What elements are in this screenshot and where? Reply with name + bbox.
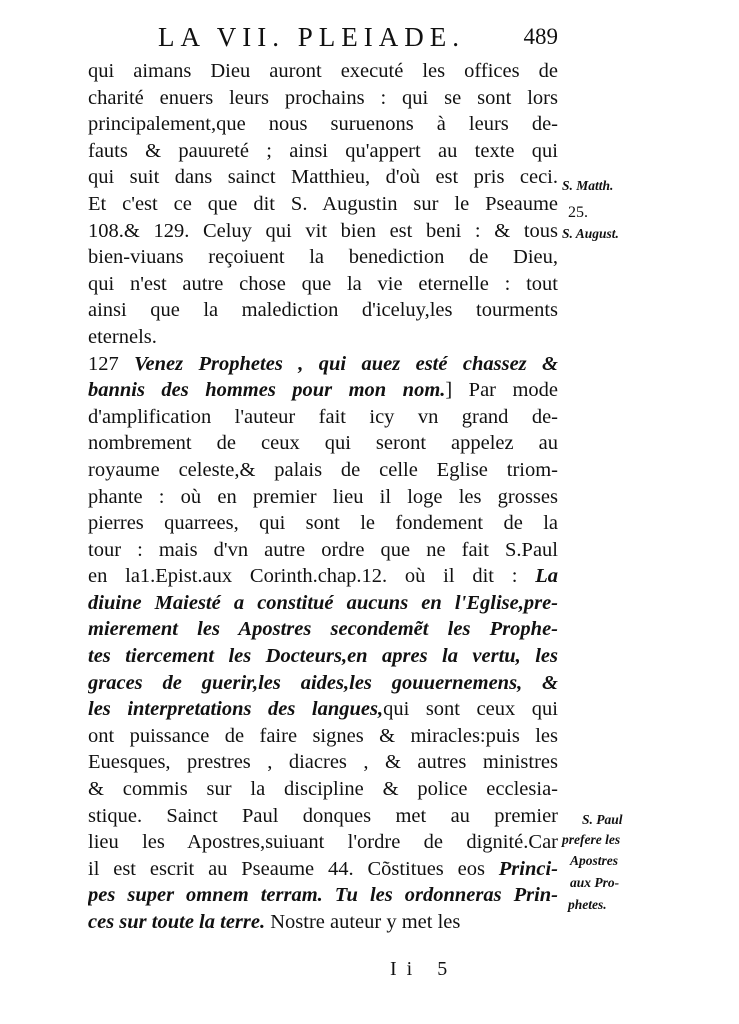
- italic-segment: tes tiercement les Docteurs,en apres la vertu, les: [88, 645, 558, 668]
- roman-segment: Et c'est ce que dit S. Augustin sur le Pseaume: [88, 192, 558, 215]
- roman-segment: royaume celeste,& palais de celle Eglise triom-: [88, 458, 558, 481]
- margin-note: S. Matth.: [562, 178, 614, 193]
- text-line: [88, 829, 558, 856]
- roman-segment: il est escrit au Pseaume 44. Cõstitues eos: [88, 857, 499, 880]
- roman-segment: pierres quarrees, qui sont le fondement de la: [88, 512, 558, 535]
- roman-segment: tour : mais d'vn autre ordre que ne fait S.Paul: [88, 538, 558, 561]
- signature-mark: Ii 5: [390, 958, 458, 980]
- italic-segment: les interpretations des langues,: [88, 698, 384, 721]
- roman-segment: charité enuers leurs prochains : qui se sont lors: [88, 86, 558, 109]
- text-line: [88, 244, 558, 271]
- margin-note: phetes.: [568, 897, 607, 912]
- text-line: [88, 670, 558, 697]
- text-line: [88, 616, 558, 643]
- roman-segment: stique. Sainct Paul donques met au premier: [88, 804, 558, 827]
- text-line: [88, 776, 558, 803]
- italic-segment: ces sur toute la terre.: [88, 911, 266, 933]
- roman-segment: qui aimans Dieu auront executé les offices de: [88, 60, 558, 82]
- running-title: LA VII. PLEIADE.: [158, 22, 465, 52]
- text-line: [88, 377, 558, 404]
- text-line: [88, 430, 558, 457]
- text-line: [88, 723, 558, 750]
- italic-segment: diuine Maiesté a constitué aucuns en l'Eglise,pre-: [88, 591, 558, 614]
- margin-note: aux Pro-: [570, 875, 620, 890]
- text-line: [88, 510, 558, 537]
- text-line: [88, 537, 558, 564]
- text-line: [88, 749, 558, 776]
- roman-segment: qui suit dans sainct Matthieu, d'où est pris ceci.: [88, 166, 558, 189]
- roman-segment: fauts & pauureté ; ainsi qu'appert au texte qui: [88, 139, 558, 162]
- roman-segment: ainsi que la malediction d'iceluy,les tourments: [88, 299, 558, 322]
- italic-segment: graces de guerir,les aides,les gouuernemens, &: [88, 671, 558, 694]
- text-line: [88, 85, 558, 112]
- text-line: [88, 324, 558, 351]
- text-line: [88, 696, 558, 723]
- text-line: [88, 191, 558, 218]
- roman-segment: 127: [88, 352, 135, 375]
- text-line: [88, 297, 558, 324]
- margin-note: Apostres: [570, 853, 619, 868]
- italic-segment: Princi-: [498, 857, 558, 880]
- margin-note: 25.: [568, 204, 588, 221]
- italic-segment: La: [535, 565, 558, 588]
- roman-segment: qui n'est autre chose que la vie eternelle : tout: [88, 272, 558, 295]
- text-line: [88, 590, 558, 617]
- roman-segment: Nostre auteur y met les: [265, 911, 461, 933]
- margin-note: S. August.: [562, 226, 619, 241]
- text-line: [88, 882, 558, 909]
- margin-note: prefere les: [562, 832, 621, 847]
- roman-segment: bien-viuans reçoiuent la benediction de Dieu,: [88, 246, 558, 269]
- page-number: 489: [523, 24, 558, 49]
- roman-segment: & commis sur la discipline & police ecclesia-: [88, 778, 558, 801]
- roman-segment: qui sont ceux qui: [383, 698, 558, 721]
- text-line: [88, 643, 558, 670]
- italic-segment: pes super omnem terram. Tu les ordonneras Prin-: [88, 884, 558, 907]
- text-line: [88, 856, 558, 883]
- roman-segment: eternels.: [88, 325, 157, 348]
- roman-segment: ont puissance de faire signes & miracles:puis les: [88, 724, 558, 747]
- text-line: [88, 351, 558, 378]
- text-line: [88, 803, 558, 830]
- text-line: [88, 271, 558, 298]
- italic-segment: bannis des hommes pour mon nom.: [88, 379, 446, 402]
- roman-segment: Euesques, prestres , diacres , & autres ministres: [88, 751, 558, 774]
- text-line: [88, 58, 558, 85]
- italic-segment: mierement les Apostres secondemẽt les Prophe-: [88, 618, 558, 641]
- text-line: [88, 457, 558, 484]
- text-line: [88, 111, 558, 138]
- roman-segment: ] Par mode: [445, 379, 558, 402]
- text-line: [88, 404, 558, 431]
- text-line: [88, 164, 558, 191]
- text-line: [88, 218, 558, 245]
- text-line: [88, 138, 558, 165]
- roman-segment: phante : où en premier lieu il loge les grosses: [88, 485, 558, 508]
- roman-segment: 108.& 129. Celuy qui vit bien est beni : & tous: [88, 219, 558, 242]
- italic-segment: Venez Prophetes , qui auez esté chassez &: [134, 352, 558, 375]
- roman-segment: d'amplification l'auteur fait icy vn grand de-: [88, 405, 558, 428]
- roman-segment: nombrement de ceux qui seront appelez au: [88, 432, 558, 455]
- margin-note: S. Paul: [582, 812, 623, 827]
- roman-segment: en la1.Epist.aux Corinth.chap.12. où il dit :: [88, 565, 536, 588]
- roman-segment: principalement,que nous suruenons à leurs de-: [88, 113, 558, 136]
- body-text: [88, 58, 558, 936]
- text-line: [88, 563, 558, 590]
- roman-segment: lieu les Apostres,suiuant l'ordre de dignité.Car: [88, 831, 558, 854]
- page-header: [88, 22, 558, 56]
- text-line: [88, 484, 558, 511]
- text-line: [88, 909, 558, 936]
